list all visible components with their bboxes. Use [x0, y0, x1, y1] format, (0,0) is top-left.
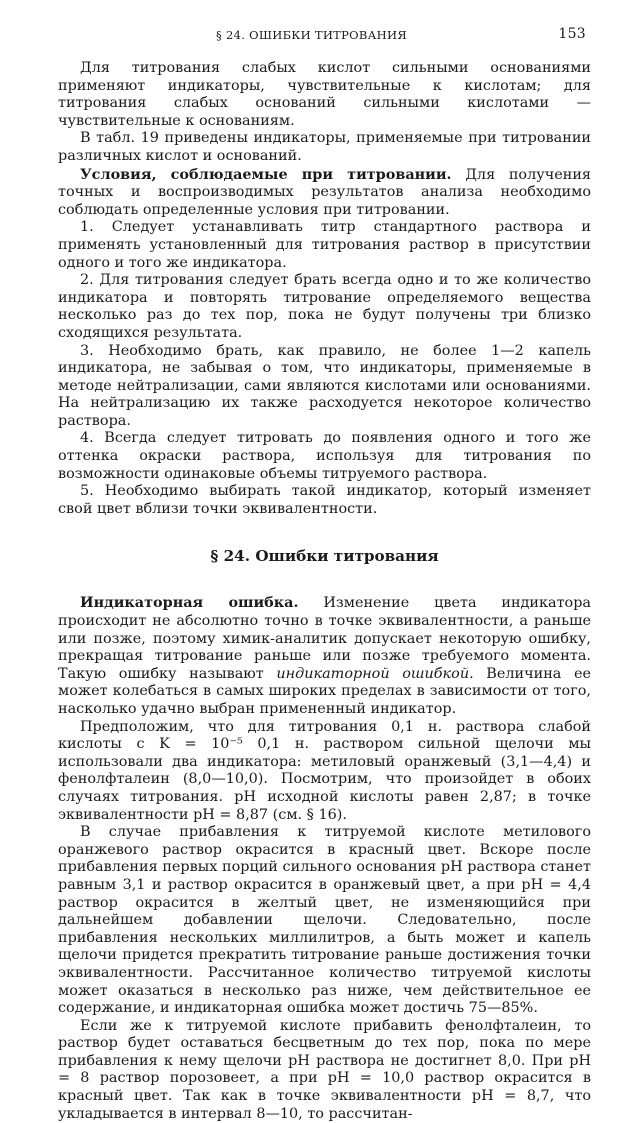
indicator-error-term: индикаторной ошибкой. — [276, 665, 474, 682]
running-title: § 24. ОШИБКИ ТИТРОВАНИЯ — [216, 28, 407, 42]
list-item-4: 4. Всегда следует титровать до появления одного и того же оттенка окраски раствора, используя для титрования по возможности одинаковые объемы титруемого раствора. — [58, 430, 591, 482]
paragraph-phenolphthalein: Если же к титруемой кислоте прибавить фенолфталеин, то раствор будет оставаться бесцветным до тех пор, пока по мере прибавления к нему щелочи pH раствора не достигнет 8,0. При pH = 8 раствор порозовеет, а при pH = 10,0 раствор окрасится в красный цвет. Так как в точке эквивалентности pH = 8,7, что укладывается в интервал 8—10, то рассчитан- — [58, 1017, 591, 1122]
paragraph-table-19: В табл. 19 приведены индикаторы, применяемые при титровании различных кислот и оснований. — [58, 130, 591, 164]
page-number: 153 — [558, 26, 586, 42]
body-text — [58, 60, 591, 1123]
indicator-error-text-a: Изменение цвета индикатора происходит не абсолютно точно в точке эквивалентности, а раньше или позже, поэтому химик-аналитик допускает некоторую ошибку, прекращая титрование раньше или позже требуемого момента. Такую ошибку называют — [58, 595, 591, 682]
list-item-2: 2. Для титрования следует брать всегда одно и то же количество индикатора и повторять титрование определяемого вещества несколько раз до тех пор, пока не будут получены три близко сходящихся результата. — [58, 272, 591, 341]
list-item-3: 3. Необходимо брать, как правило, не более 1—2 капель индикатора, не забывая о том, что индикаторы, применяемые в методе нейтрализации, сами являются кислотами или основаниями. На нейтрализацию их также расходуется некоторое количество раствора. — [58, 342, 591, 429]
conditions-lead: Условия, соблюдаемые при титровании. — [80, 165, 452, 183]
paragraph-indicators-choice: Для титрования слабых кислот сильными основаниями применяют индикаторы, чувствительные к кислотам; для титрования слабых оснований сильными кислотами — чувствительные к основаниям. — [58, 60, 591, 129]
indicator-error-text-b: Величина ее может колебаться в самых широких пределах в зависимости от того, насколько удачно выбран примененный индикатор. — [58, 665, 592, 717]
list-item-1: 1. Следует устанавливать титр стандартного раствора и применять установленный для титрования раствор в присутствии одного и того же индикатора. — [58, 219, 591, 271]
paragraph-example: Предположим, что для титрования 0,1 н. раствора слабой кислоты с K = 10⁻⁵ 0,1 н. раствором сильной щелочи мы использовали два индикатора: метиловый оранжевый (3,1—4,4) и фенолфталеин (8,0—10,0). Посмотрим, что произойдет в обоих случаях титрования. pH исходной кислоты равен 2,87; в точке эквивалентности pH = 8,87 (см. § 16). — [58, 718, 591, 823]
paragraph-conditions — [58, 166, 591, 220]
paragraph-indicator-error — [58, 594, 591, 718]
list-item-5: 5. Необходимо выбирать такой индикатор, который изменяет свой цвет вблизи точки эквивалентности. — [58, 483, 591, 517]
paragraph-methyl-orange: В случае прибавления к титруемой кислоте метилового оранжевого раствор окрасится в красный цвет. Вскоре после прибавления первых порций сильного основания pH раствора станет равным 3,1 и раствор окрасится в оранжевый цвет, а при pH = 4,4 раствор окрасится в желтый цвет, не изменяющийся при дальнейшем добавлении щелочи. Следовательно, после прибавления нескольких миллилитров, а быть может и капель щелочи придется прекратить титрование раньше достижения точки эквивалентности. Рассчитанное количество титруемой кислоты может оказаться в несколько раз ниже, чем действительное ее содержание, и индикаторная ошибка может достичь 75—85%. — [58, 824, 591, 1017]
indicator-error-lead: Индикаторная ошибка. — [80, 594, 299, 612]
running-head — [58, 26, 592, 46]
conditions-text: Для получения точных и воспроизводимых результатов анализа необходимо соблюдать определенные условия при титровании. — [58, 166, 591, 218]
section-heading: § 24. Ошибки титрования — [210, 547, 439, 566]
